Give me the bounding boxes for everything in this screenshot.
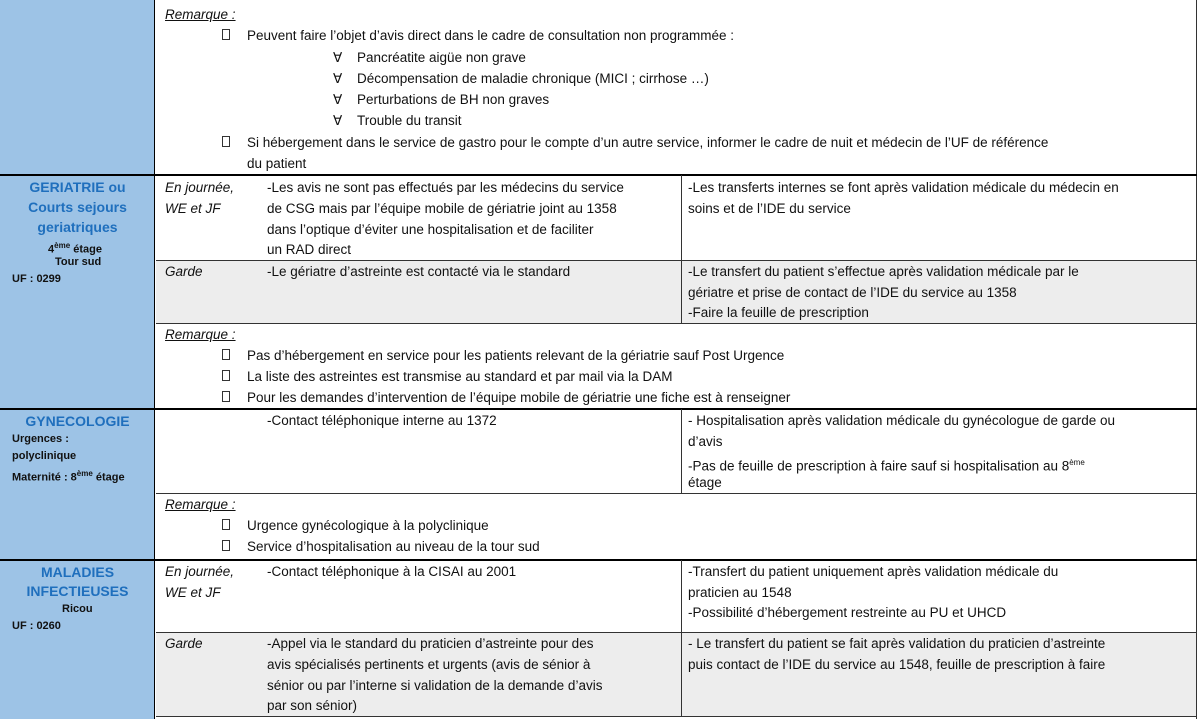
gyneco-maternite: Maternité : 8ème étage <box>12 469 125 484</box>
checkbox-icon <box>222 370 230 381</box>
forall-icon: ∀ <box>333 113 343 128</box>
geriatrie-remark: Pour les demandes d’intervention de l’équipe mobile de gériatrie une fiche est à renseigner <box>247 390 791 405</box>
gyneco-r1-transfer: -Pas de feuille de prescription à faire sauf si hospitalisation au 8ème <box>688 458 1085 474</box>
maladies-r2-avis: par son sénior) <box>267 698 358 713</box>
geriatrie-title-1: GERIATRIE ou <box>29 179 126 195</box>
sidebar-top <box>0 0 155 174</box>
checkbox-icon <box>222 519 230 530</box>
gyneco-poly: polyclinique <box>12 450 77 462</box>
maladies-title-2: INFECTIEUSES <box>26 583 129 599</box>
top-sub-item: Pancréatite aigüe non grave <box>357 50 526 65</box>
maladies-r1-label: En journée, <box>165 564 235 579</box>
geriatrie-r2-avis: -Le gériatre d’astreinte est contacté via le standard <box>267 264 571 279</box>
top-remark-label: Remarque : <box>165 7 236 22</box>
geriatrie-r1-label: WE et JF <box>165 201 221 216</box>
geriatrie-r1-avis: un RAD direct <box>267 242 352 257</box>
geriatrie-r2-label: Garde <box>165 264 203 279</box>
checkbox-icon <box>222 349 230 360</box>
top-sub-item: Décompensation de maladie chronique (MICI ; cirrhose …) <box>357 71 709 86</box>
geriatrie-r1-avis: dans l’optique d’éviter une hospitalisation et de faciliter <box>267 222 594 237</box>
maladies-r2-avis: -Appel via le standard du praticien d’astreinte pour des <box>267 636 594 651</box>
geriatrie-title-2: Courts sejours <box>28 199 127 215</box>
geriatrie-remark: La liste des astreintes est transmise au standard et par mail via la DAM <box>247 369 673 384</box>
forall-icon: ∀ <box>333 71 343 86</box>
maladies-uf: UF : 0260 <box>12 620 61 632</box>
geriatrie-remark: Pas d’hébergement en service pour les patients relevant de la gériatrie sauf Post Urgence <box>247 348 785 363</box>
geriatrie-tour: Tour sud <box>55 256 102 268</box>
gyneco-remark-label: Remarque : <box>165 497 236 512</box>
checkbox-icon <box>222 29 230 40</box>
geriatrie-floor: 4ème étage <box>48 241 102 256</box>
gyneco-remark: Service d’hospitalisation au niveau de la tour sud <box>247 539 540 554</box>
gyneco-r1-transfer: d’avis <box>688 434 723 449</box>
maladies-r1-transfer: -Possibilité d’hébergement restreinte au PU et UHCD <box>688 605 1007 620</box>
maladies-r1-label: WE et JF <box>165 585 221 600</box>
checkbox-icon <box>222 136 230 147</box>
gyneco-r1-transfer: étage <box>688 475 722 490</box>
gyneco-r1-avis: -Contact téléphonique interne au 1372 <box>267 413 497 428</box>
checkbox-icon <box>222 540 230 551</box>
geriatrie-r1-label: En journée, <box>165 180 235 195</box>
maladies-r1-transfer: praticien au 1548 <box>688 585 792 600</box>
maladies-site: Ricou <box>62 603 93 615</box>
geriatrie-uf: UF : 0299 <box>12 273 61 285</box>
geriatrie-r1-transfer: soins et de l’IDE du service <box>688 201 851 216</box>
maladies-r2-label: Garde <box>165 636 203 651</box>
maladies-r2-transfer: - Le transfert du patient se fait après validation du praticien d’astreinte <box>688 636 1106 651</box>
geriatrie-r2-transfer: -Le transfert du patient s’effectue après validation médicale par le <box>688 264 1079 279</box>
top-item2-line1: Si hébergement dans le service de gastro pour le compte d’un autre service, informer le cadre de nuit et médecin de l’UF de référence <box>247 135 1049 150</box>
maladies-r2-avis: avis spécialisés pertinents et urgents (avis de sénior à <box>267 657 591 672</box>
forall-icon: ∀ <box>333 50 343 65</box>
geriatrie-r1-avis: de CSG mais par l’équipe mobile de gériatrie joint au 1358 <box>267 201 617 216</box>
geriatrie-r1-avis: -Les avis ne sont pas effectués par les médecins du service <box>267 180 624 195</box>
gyneco-title: GYNECOLOGIE <box>25 413 130 429</box>
geriatrie-r1-transfer: -Les transferts internes se font après validation médicale du médecin en <box>688 180 1119 195</box>
geriatrie-remark-label: Remarque : <box>165 327 236 342</box>
top-sub-item: Trouble du transit <box>357 113 462 128</box>
maladies-title-1: MALADIES <box>40 564 115 580</box>
forall-icon: ∀ <box>333 92 343 107</box>
gyneco-urgences: Urgences : <box>12 433 69 445</box>
top-item2-line2: du patient <box>247 156 307 171</box>
geriatrie-r2-transfer: -Faire la feuille de prescription <box>688 305 869 320</box>
gyneco-r1-transfer: - Hospitalisation après validation médicale du gynécologue de garde ou <box>688 413 1116 428</box>
maladies-r2-transfer: puis contact de l’IDE du service au 1548, feuille de prescription à faire <box>688 657 1106 672</box>
top-sub-item: Perturbations de BH non graves <box>357 92 550 107</box>
maladies-r1-transfer: -Transfert du patient uniquement après validation médicale du <box>688 564 1059 579</box>
maladies-r2-avis: sénior ou par l’interne si validation de la demande d’avis <box>267 678 603 693</box>
geriatrie-r2-transfer: gériatre et prise de contact de l’IDE du service au 1358 <box>688 285 1017 300</box>
gyneco-remark: Urgence gynécologique à la polyclinique <box>247 518 489 533</box>
top-intro: Peuvent faire l’objet d’avis direct dans le cadre de consultation non programmée : <box>247 28 735 43</box>
maladies-r1-avis: -Contact téléphonique à la CISAI au 2001 <box>267 564 517 579</box>
checkbox-icon <box>222 391 230 402</box>
geriatrie-title-3: geriatriques <box>37 219 118 235</box>
